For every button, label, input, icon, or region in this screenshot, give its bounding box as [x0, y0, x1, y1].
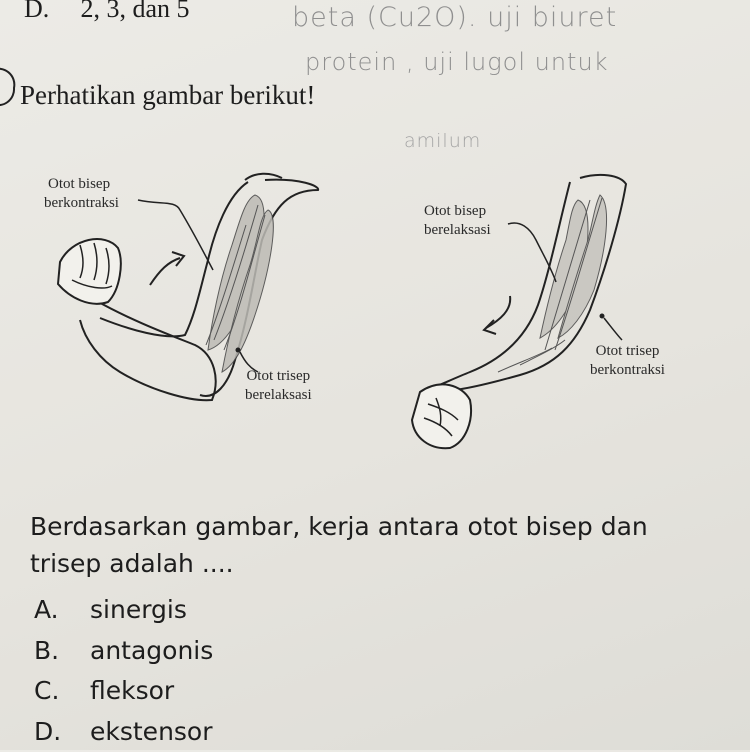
option-text: sinergis [90, 595, 187, 624]
left-triceps-label-line1: Otot trisep [245, 367, 312, 386]
question-stem [30, 508, 745, 582]
right-triceps-label-line2: berkontraksi [590, 361, 665, 380]
option-b[interactable] [34, 631, 213, 672]
right-triceps-label-line1: Otot trisep [590, 342, 665, 361]
left-biceps-label-line2: berkontraksi [44, 194, 119, 213]
option-letter: A. [34, 590, 90, 631]
question-instruction: Perhatikan gambar berikut! [20, 80, 315, 111]
option-a[interactable] [34, 590, 213, 631]
left-biceps-label [44, 175, 119, 213]
option-c[interactable] [34, 671, 213, 712]
left-triceps-label [245, 367, 312, 405]
option-text: fleksor [90, 676, 174, 705]
left-triceps-label-line2: berelaksasi [245, 386, 312, 405]
question-stem-line1: Berdasarkan gambar, kerja antara otot bisep dan [30, 508, 745, 545]
option-d[interactable] [34, 712, 213, 752]
question-stem-line2: trisep adalah .... [30, 545, 745, 582]
previous-option-letter: D. [24, 0, 74, 24]
handwritten-note-line1: beta (Cu2O). uji biuret [292, 2, 617, 33]
left-biceps-label-line1: Otot bisep [44, 175, 119, 194]
handwritten-note-line3: amilum [404, 130, 481, 152]
option-letter: D. [34, 712, 90, 752]
option-text: antagonis [90, 636, 213, 665]
right-biceps-label-line2: berelaksasi [424, 221, 491, 240]
right-triceps-label [590, 342, 665, 380]
right-biceps-label-line1: Otot bisep [424, 202, 491, 221]
option-letter: B. [34, 631, 90, 672]
right-biceps-label [424, 202, 491, 240]
previous-option-text: 2, 3, dan 5 [81, 0, 190, 23]
option-text: ekstensor [90, 717, 213, 746]
handwritten-note-line2: protein , uji lugol untuk [305, 48, 609, 76]
answer-options [34, 590, 213, 752]
option-letter: C. [34, 671, 90, 712]
